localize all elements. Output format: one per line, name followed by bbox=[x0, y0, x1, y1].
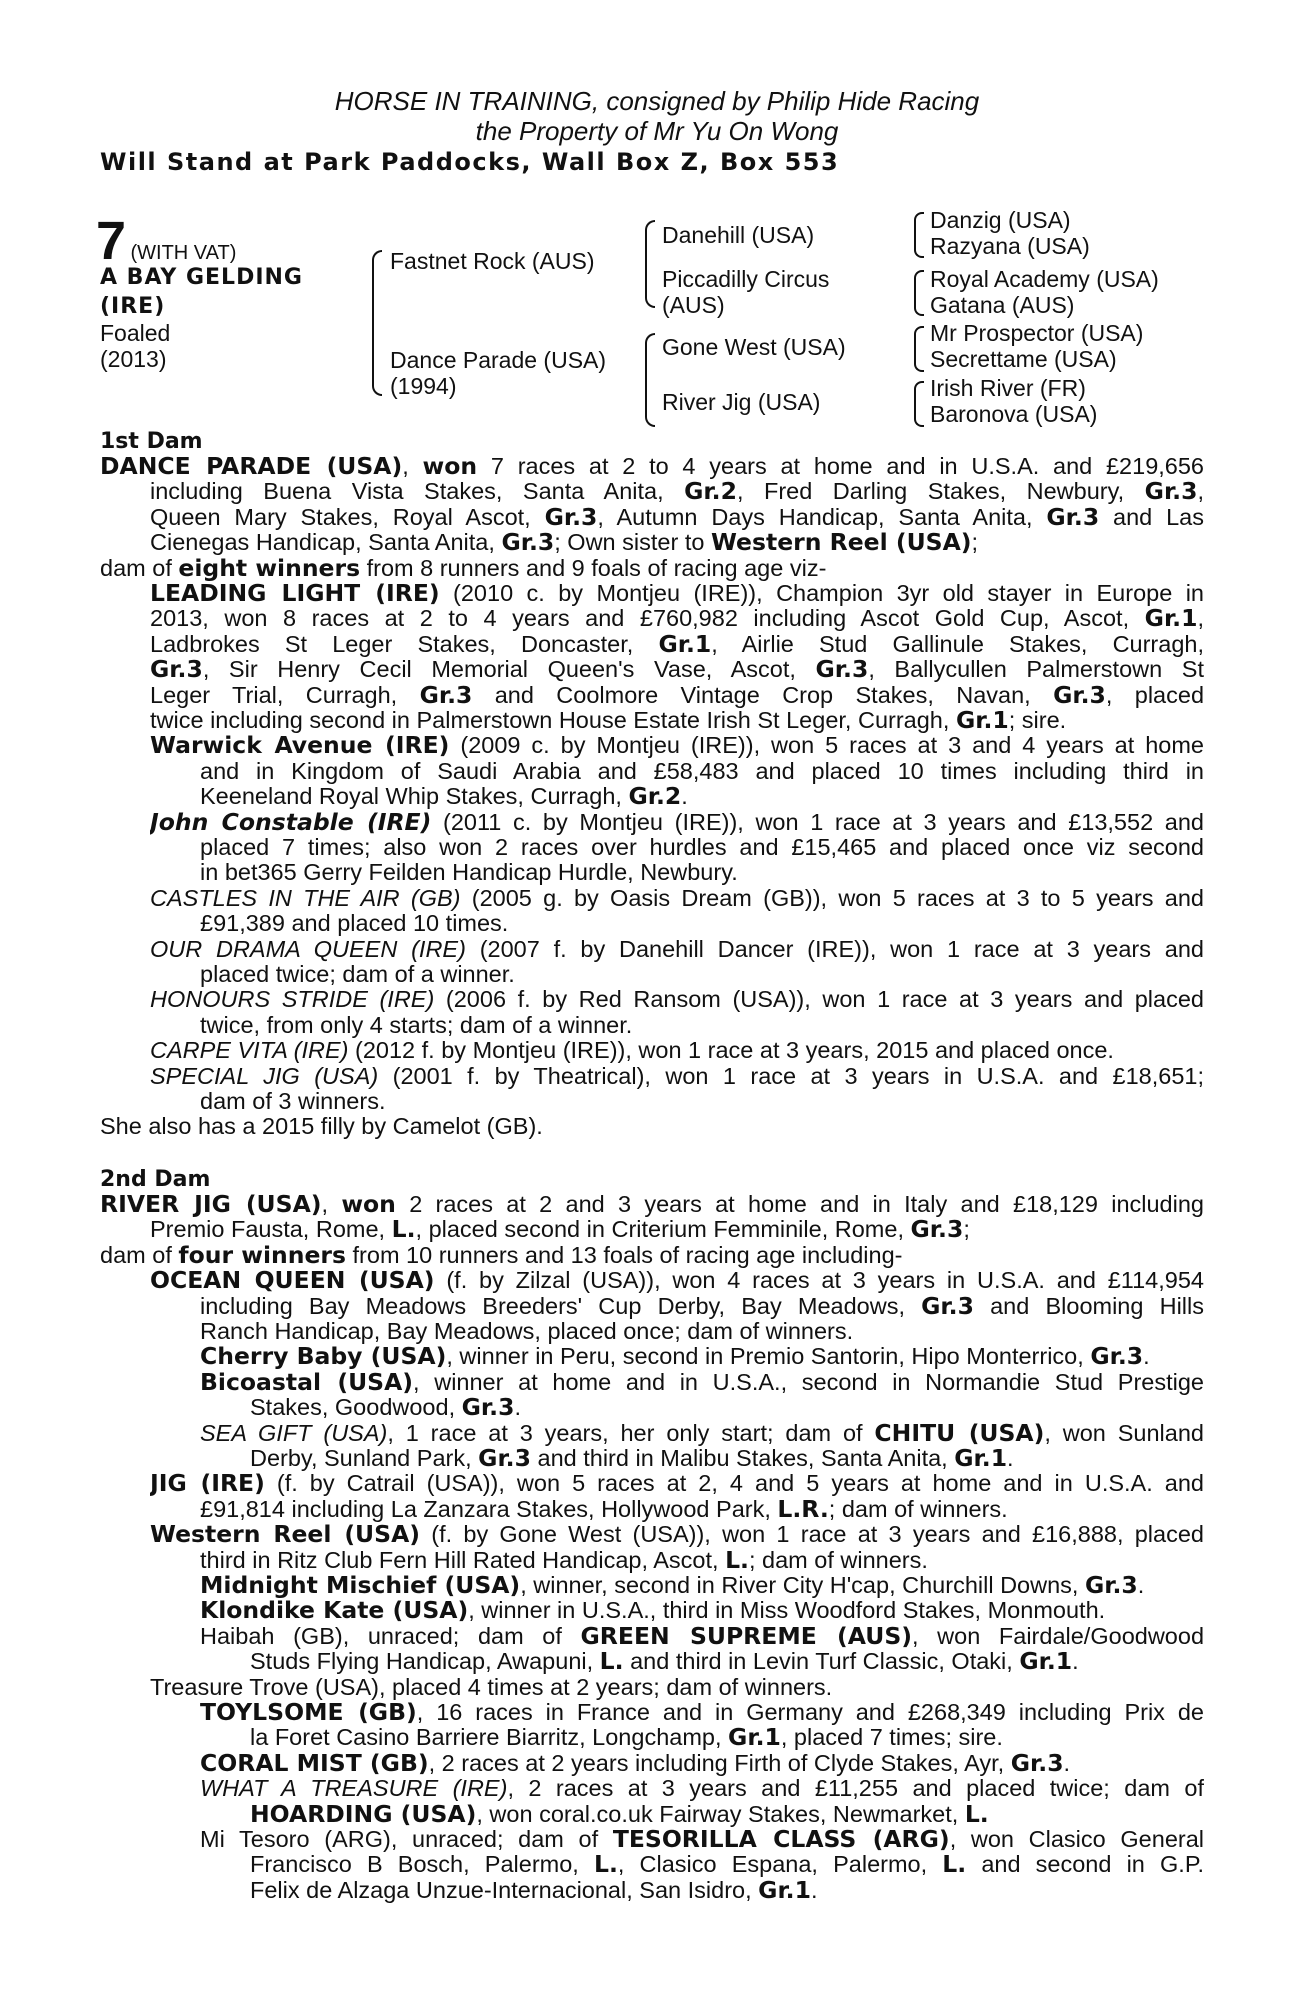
text-segment: Francisco B Bosch, Palermo, bbox=[250, 1852, 594, 1878]
bold-text: Western Reel (USA) bbox=[710, 530, 972, 556]
text-segment: from 8 runners and 9 foals of racing age viz- bbox=[360, 555, 827, 581]
bold-text: won bbox=[422, 454, 478, 480]
text-segment: , Sir Henry Cecil Memorial Queen's Vase, Ascot, bbox=[202, 657, 816, 683]
text-segment: (2010 c. by Montjeu (IRE)), Champion 3yr old stayer in Europe in bbox=[439, 581, 1204, 606]
text-segment: Premio Fausta, Rome, bbox=[150, 1217, 392, 1243]
text-segment: placed 7 times; also won 2 races over hurdles and £15,465 and placed once viz second bbox=[200, 835, 1204, 860]
text-segment: third in Ritz Club Fern Hill Rated Handicap, Ascot, bbox=[200, 1547, 726, 1573]
italic-text: HONOURS STRIDE (IRE) bbox=[150, 987, 435, 1013]
header-consignor: HORSE IN TRAINING, consigned by Philip Hide Racing bbox=[334, 86, 980, 116]
text-segment: and in Kingdom of Saudi Arabia and £58,483 and placed 10 times including third in bbox=[200, 758, 1204, 784]
second-dam-line bbox=[200, 1573, 1204, 1598]
text-segment: (2007 f. by Danehill Dancer (IRE)), won 1 race at 3 years and bbox=[465, 936, 1204, 962]
first-dam-line bbox=[150, 657, 1204, 682]
text-segment: , won Fairdale/Goodwood bbox=[912, 1623, 1204, 1649]
bold-text: Gr.1 bbox=[955, 708, 1009, 734]
pedigree-dam-sire: Gone West (USA) bbox=[662, 334, 846, 360]
pedigree-g3-5: Mr Prospector (USA) bbox=[930, 320, 1144, 346]
bold-text: CHITU (USA) bbox=[874, 1420, 1045, 1446]
bold-text: Gr.3 bbox=[501, 530, 555, 556]
pedigree-brace bbox=[914, 270, 924, 316]
text-segment: (2012 f. by Montjeu (IRE)), won 1 race at 3 years, 2015 and placed once. bbox=[348, 1038, 1114, 1064]
text-segment: from 10 runners and 13 foals of racing age including- bbox=[346, 1242, 903, 1268]
italic-text: SEA GIFT (USA) bbox=[200, 1420, 388, 1446]
lot-number: 7 bbox=[96, 211, 127, 271]
first-dam-line bbox=[150, 632, 1204, 657]
pedigree-g3-7: Irish River (FR) bbox=[930, 375, 1086, 401]
text-segment: Felix de Alzaga Unzue-Internacional, San Isidro, bbox=[250, 1877, 759, 1903]
bold-text: John Constable (IRE) bbox=[150, 809, 432, 835]
second-dam-line bbox=[200, 1827, 1204, 1852]
text-segment: and Las bbox=[1099, 504, 1204, 530]
pedigree-brace bbox=[645, 220, 655, 308]
text-segment: . bbox=[1007, 1446, 1014, 1471]
bold-text: Gr.3 bbox=[1144, 479, 1198, 505]
text-segment: Stakes, Goodwood, bbox=[250, 1395, 462, 1421]
bold-text: Gr.3 bbox=[921, 1293, 974, 1319]
italic-text: CARPE VITA (IRE) bbox=[150, 1038, 349, 1064]
pedigree-brace bbox=[914, 212, 924, 258]
text-segment: , 2 races at 2 years including Firth of Clyde Stakes, Ayr, bbox=[428, 1750, 1011, 1776]
first-dam-line bbox=[200, 835, 1204, 860]
text-segment: and Blooming Hills bbox=[973, 1293, 1204, 1319]
first-dam-line bbox=[100, 556, 1204, 581]
text-segment: £91,814 including La Zanzara Stakes, Hollywood Park, bbox=[200, 1496, 778, 1522]
text-segment: , Clasico Espana, Palermo, bbox=[617, 1852, 943, 1878]
text-segment: , 1 race at 3 years, her only start; dam of bbox=[387, 1420, 875, 1446]
pedigree-g3-6: Secrettame (USA) bbox=[930, 346, 1117, 372]
text-segment: (2006 f. by Red Ransom (USA)), won 1 race at 3 years and placed bbox=[434, 987, 1204, 1013]
text-segment: , 16 races in France and in Germany and £268,349 including Prix de bbox=[416, 1700, 1204, 1725]
second-dam-line bbox=[200, 1751, 1204, 1776]
text-segment: , Ballycullen Palmerstown St bbox=[868, 657, 1204, 683]
text-segment: ; Own sister to bbox=[554, 530, 711, 556]
text-segment: Haibah (GB), unraced; dam of bbox=[200, 1623, 581, 1649]
text-segment: Keeneland Royal Whip Stakes, Curragh, bbox=[200, 784, 629, 810]
bold-text: Midnight Mischief (USA) bbox=[200, 1573, 521, 1599]
lot-number-block bbox=[96, 211, 237, 271]
first-dam-line bbox=[150, 733, 1204, 758]
bold-text: eight winners bbox=[178, 555, 361, 581]
bold-text: Warwick Avenue (IRE) bbox=[150, 733, 450, 759]
second-dam-line bbox=[200, 1548, 1204, 1573]
first-dam-line bbox=[200, 784, 1204, 809]
bold-text: Gr.1 bbox=[728, 1725, 781, 1751]
bold-text: DANCE PARADE (USA) bbox=[100, 454, 403, 480]
text-segment: and third in Levin Turf Classic, Otaki, bbox=[623, 1649, 1020, 1675]
text-segment: (f. by Gone West (USA)), won 1 race at 3 years and £16,888, placed bbox=[420, 1522, 1204, 1548]
second-dam-line bbox=[150, 1471, 1204, 1496]
bold-text: L. bbox=[391, 1217, 416, 1243]
text-segment: . bbox=[1143, 1344, 1150, 1370]
text-segment: , bbox=[402, 454, 423, 479]
text-segment: Studs Flying Handicap, Awapuni, bbox=[250, 1649, 600, 1675]
text-segment: twice including second in Palmerstown House Estate Irish St Leger, Curragh, bbox=[150, 708, 956, 733]
first-dam-line bbox=[100, 1114, 1204, 1139]
vat-note: (WITH VAT) bbox=[130, 242, 237, 264]
second-dam-line bbox=[150, 1522, 1204, 1547]
bold-text: Bicoastal (USA) bbox=[200, 1369, 414, 1396]
second-dam-line bbox=[250, 1878, 1204, 1903]
pedigree-brace bbox=[372, 250, 382, 396]
header-location: Will Stand at Park Paddocks, Wall Box Z, Box 553 bbox=[100, 148, 840, 176]
text-segment: 2 races at 2 and 3 years at home and in Italy and £18,129 including bbox=[395, 1192, 1204, 1217]
first-dam-line bbox=[200, 759, 1204, 784]
italic-text: WHAT A TREASURE (IRE) bbox=[200, 1776, 508, 1802]
text-segment: . bbox=[681, 784, 688, 810]
bold-text: L. bbox=[942, 1852, 967, 1878]
first-dam-line bbox=[150, 886, 1204, 911]
italic-text: OUR DRAMA QUEEN (IRE) bbox=[150, 936, 466, 962]
text-segment: Derby, Sunland Park, bbox=[250, 1446, 479, 1471]
first-dam-line bbox=[150, 606, 1204, 631]
text-segment: ; dam of winners. bbox=[828, 1496, 1008, 1522]
second-dam-line bbox=[100, 1192, 1204, 1217]
bold-text: TOYLSOME (GB) bbox=[200, 1700, 417, 1726]
text-segment: £91,389 and placed 10 times. bbox=[200, 911, 509, 937]
pedigree-dam-dam: River Jig (USA) bbox=[662, 389, 821, 415]
text-segment: ; bbox=[971, 530, 979, 556]
second-dam-line bbox=[200, 1344, 1204, 1369]
italic-text: SPECIAL JIG (USA) bbox=[150, 1063, 379, 1089]
horse-description: A BAY GELDING bbox=[100, 265, 303, 290]
text-segment: , bbox=[321, 1192, 342, 1217]
first-dam-line bbox=[150, 479, 1204, 504]
second-dam-line bbox=[200, 1700, 1204, 1725]
text-segment: in bet365 Gerry Feilden Handicap Hurdle, Newbury. bbox=[200, 860, 738, 886]
first-dam-line bbox=[150, 937, 1204, 962]
bold-text: Gr.3 bbox=[910, 1217, 964, 1243]
bold-text: Gr.1 bbox=[1144, 606, 1198, 632]
second-dam-line bbox=[250, 1446, 1204, 1471]
first-dam-line bbox=[200, 1013, 1204, 1038]
text-segment: (2011 c. by Montjeu (IRE)), won 1 race at 3 years and £13,552 and bbox=[431, 809, 1204, 835]
bold-text: Gr.2 bbox=[684, 479, 737, 505]
text-segment: . bbox=[514, 1395, 521, 1421]
first-dam-line bbox=[100, 454, 1204, 479]
text-segment: and Coolmore Vintage Crop Stakes, Navan, bbox=[472, 682, 1054, 708]
bold-text: Gr.1 bbox=[954, 1446, 1008, 1472]
text-segment: , 2 races at 3 years and £11,255 and placed twice; dam of bbox=[507, 1776, 1204, 1802]
second-dam-line bbox=[250, 1649, 1204, 1674]
bold-text: won bbox=[341, 1192, 396, 1218]
bold-text: Gr.3 bbox=[461, 1395, 515, 1421]
bold-text: HOARDING (USA) bbox=[250, 1801, 477, 1827]
bold-text: Gr.1 bbox=[658, 631, 712, 658]
text-segment: dam of 3 winners. bbox=[200, 1089, 386, 1114]
text-segment: . bbox=[1072, 1649, 1079, 1675]
first-dam-line bbox=[150, 1064, 1204, 1089]
bold-text: L. bbox=[725, 1547, 749, 1573]
first-dam-line bbox=[200, 1089, 1204, 1114]
text-segment: , placed bbox=[1105, 682, 1204, 708]
second-dam-line bbox=[250, 1395, 1204, 1420]
horse-origin: (IRE) bbox=[100, 294, 166, 319]
text-segment: Mi Tesoro (ARG), unraced; dam of bbox=[200, 1827, 613, 1852]
text-segment: la Foret Casino Barriere Biarritz, Longchamp, bbox=[250, 1725, 729, 1751]
bold-text: Gr.3 bbox=[544, 504, 598, 531]
text-segment: Queen Mary Stakes, Royal Ascot, bbox=[150, 504, 545, 530]
pedigree-g3-4: Gatana (AUS) bbox=[930, 292, 1075, 318]
text-segment: . bbox=[1063, 1750, 1071, 1776]
text-segment: , placed second in Criterium Femminile, Rome, bbox=[415, 1217, 911, 1243]
second-dam-line bbox=[200, 1421, 1204, 1446]
bold-text: Gr.3 bbox=[815, 657, 869, 683]
second-dam-line bbox=[250, 1725, 1204, 1750]
text-segment: Treasure Trove (USA), placed 4 times at 2 years; dam of winners. bbox=[150, 1674, 833, 1700]
second-dam-line bbox=[100, 1243, 1204, 1268]
bold-text: Gr.3 bbox=[150, 657, 203, 683]
bold-text: Gr.3 bbox=[419, 682, 473, 708]
bold-text: Cherry Baby (USA) bbox=[200, 1344, 447, 1370]
text-segment: placed twice; dam of a winner. bbox=[200, 962, 515, 987]
bold-text: Gr.3 bbox=[1090, 1344, 1144, 1370]
text-segment: 7 races at 2 to 4 years at home and in U.S.A. and £219,656 bbox=[477, 454, 1204, 479]
second-dam-line bbox=[200, 1624, 1204, 1649]
text-segment: including Bay Meadows Breeders' Cup Derby, Bay Meadows, bbox=[200, 1293, 922, 1319]
first-dam-line bbox=[150, 530, 1204, 555]
text-segment: , bbox=[1197, 479, 1204, 505]
bold-text: Gr.1 bbox=[758, 1877, 811, 1904]
bold-text: OCEAN QUEEN (USA) bbox=[150, 1268, 435, 1294]
text-segment: . bbox=[810, 1877, 818, 1903]
pedigree-dam-year: (1994) bbox=[390, 373, 457, 399]
bold-text: Gr.3 bbox=[1084, 1573, 1138, 1599]
bold-text: L. bbox=[599, 1649, 624, 1675]
bold-text: TESORILLA CLASS (ARG) bbox=[612, 1827, 950, 1853]
text-segment: , Fred Darling Stakes, Newbury, bbox=[736, 479, 1145, 505]
second-dam-line bbox=[200, 1598, 1204, 1623]
pedigree-g3-1: Danzig (USA) bbox=[930, 207, 1071, 233]
bold-text: Gr.3 bbox=[1046, 504, 1100, 531]
first-dam-line bbox=[150, 581, 1204, 606]
bold-text: L.R. bbox=[777, 1496, 829, 1523]
first-dam-line bbox=[150, 1038, 1204, 1063]
text-segment: Ranch Handicap, Bay Meadows, placed once; dam of winners. bbox=[200, 1319, 854, 1344]
text-segment: twice, from only 4 starts; dam of a winner. bbox=[200, 1012, 633, 1038]
text-segment: (f. by Catrail (USA)), won 5 races at 2, 4 and 5 years at home and in U.S.A. and bbox=[264, 1471, 1204, 1497]
first-dam-line bbox=[150, 987, 1204, 1012]
bold-text: CORAL MIST (GB) bbox=[200, 1750, 429, 1777]
header-property: the Property of Mr Yu On Wong bbox=[475, 116, 839, 146]
text-segment: , winner in U.S.A., third in Miss Woodford Stakes, Monmouth. bbox=[468, 1598, 1106, 1624]
text-segment: (2009 c. by Montjeu (IRE)), won 5 races at 3 and 4 years at home bbox=[449, 733, 1204, 759]
text-segment: , winner, second in River City H'cap, Churchill Downs, bbox=[520, 1573, 1085, 1598]
bold-text: Western Reel (USA) bbox=[150, 1522, 420, 1548]
second-dam-line bbox=[200, 1294, 1204, 1319]
bold-text: four winners bbox=[178, 1242, 346, 1269]
first-dam-line bbox=[150, 708, 1204, 733]
first-dam-line bbox=[150, 505, 1204, 530]
bold-text: L. bbox=[964, 1801, 989, 1827]
bold-text: Gr.3 bbox=[1010, 1750, 1064, 1777]
first-dam-line bbox=[200, 962, 1204, 987]
text-segment: , winner in Peru, second in Premio Santorin, Hipo Monterrico, bbox=[446, 1344, 1091, 1370]
pedigree-g3-2: Razyana (USA) bbox=[930, 233, 1090, 259]
second-dam-line bbox=[200, 1319, 1204, 1344]
text-segment: , won coral.co.uk Fairway Stakes, Newmarket, bbox=[476, 1801, 965, 1827]
text-segment: ; bbox=[963, 1217, 970, 1243]
text-segment: , Airlie Stud Gallinule Stakes, Curragh, bbox=[711, 631, 1204, 657]
pedigree-brace bbox=[914, 381, 924, 427]
second-dam-line bbox=[200, 1370, 1204, 1395]
text-segment: Cienegas Handicap, Santa Anita, bbox=[150, 530, 502, 556]
bold-text: Gr.3 bbox=[1053, 682, 1106, 708]
text-segment: Ladbrokes St Leger Stakes, Doncaster, bbox=[150, 631, 659, 657]
bold-text: RIVER JIG (USA) bbox=[100, 1192, 322, 1218]
bold-text: JIG (IRE) bbox=[150, 1471, 265, 1497]
text-segment: Leger Trial, Curragh, bbox=[150, 682, 420, 708]
second-dam-line bbox=[150, 1217, 1204, 1242]
bold-text: Gr.3 bbox=[478, 1446, 531, 1472]
text-segment: . bbox=[1137, 1573, 1145, 1598]
text-segment: and third in Malibu Stakes, Santa Anita, bbox=[530, 1446, 955, 1471]
second-dam-line bbox=[250, 1852, 1204, 1877]
pedigree-dam: Dance Parade (USA) bbox=[390, 347, 607, 373]
text-segment: , won Sunland bbox=[1044, 1420, 1204, 1446]
text-segment: , placed 7 times; sire. bbox=[780, 1725, 1003, 1751]
first-dam-line bbox=[150, 683, 1204, 708]
text-segment: dam of bbox=[100, 555, 179, 581]
foaled-year: (2013) bbox=[100, 346, 167, 372]
bold-text: Gr.1 bbox=[1019, 1649, 1073, 1675]
pedigree-brace bbox=[914, 326, 924, 372]
pedigree-brace bbox=[645, 333, 655, 427]
first-dam-line bbox=[200, 860, 1204, 885]
bold-text: LEADING LIGHT (IRE) bbox=[150, 581, 440, 607]
pedigree-g3-3: Royal Academy (USA) bbox=[930, 266, 1159, 292]
second-dam-heading: 2nd Dam bbox=[100, 1167, 211, 1192]
bold-text: Klondike Kate (USA) bbox=[200, 1598, 469, 1624]
text-segment: , won Clasico General bbox=[949, 1827, 1204, 1852]
first-dam-heading: 1st Dam bbox=[100, 429, 203, 454]
second-dam-line bbox=[150, 1675, 1204, 1700]
text-segment: (f. by Zilzal (USA)), won 4 races at 3 years in U.S.A. and £114,954 bbox=[434, 1268, 1204, 1294]
second-dam-line bbox=[200, 1776, 1204, 1801]
text-segment: , bbox=[1197, 606, 1204, 632]
pedigree-sire-dam: Piccadilly Circus bbox=[662, 266, 830, 292]
second-dam-line bbox=[250, 1802, 1204, 1827]
text-segment: 2013, won 8 races at 2 to 4 years and £760,982 including Ascot Gold Cup, Ascot, bbox=[150, 606, 1145, 632]
pedigree-g3-8: Baronova (USA) bbox=[930, 401, 1098, 427]
bold-text: Gr.2 bbox=[628, 784, 682, 810]
text-segment: , Autumn Days Handicap, Santa Anita, bbox=[597, 504, 1047, 530]
first-dam-line bbox=[200, 911, 1204, 936]
second-dam-line bbox=[150, 1268, 1204, 1293]
pedigree-sire-sire: Danehill (USA) bbox=[662, 222, 815, 248]
second-dam-line bbox=[200, 1497, 1204, 1522]
text-segment: , winner at home and in U.S.A., second in Normandie Stud Prestige bbox=[413, 1369, 1204, 1395]
text-segment: including Buena Vista Stakes, Santa Anita, bbox=[150, 479, 685, 505]
first-dam-line bbox=[150, 810, 1204, 835]
pedigree-sire: Fastnet Rock (AUS) bbox=[390, 248, 595, 274]
foaled-label: Foaled bbox=[100, 320, 171, 346]
bold-text: L. bbox=[593, 1852, 618, 1878]
text-segment: and second in G.P. bbox=[966, 1852, 1204, 1878]
text-segment: (2001 f. by Theatrical), won 1 race at 3 years in U.S.A. and £18,651; bbox=[378, 1063, 1204, 1089]
text-segment: (2005 g. by Oasis Dream (GB)), won 5 races at 3 to 5 years and bbox=[460, 885, 1204, 911]
text-segment: ; sire. bbox=[1008, 708, 1067, 733]
italic-text: CASTLES IN THE AIR (GB) bbox=[150, 885, 461, 911]
text-segment: ; dam of winners. bbox=[748, 1547, 928, 1573]
bold-text: GREEN SUPREME (AUS) bbox=[580, 1623, 913, 1650]
pedigree-sire-dam-country: (AUS) bbox=[662, 292, 725, 318]
text-segment: dam of bbox=[100, 1242, 179, 1268]
text-segment: She also has a 2015 filly by Camelot (GB). bbox=[100, 1114, 543, 1140]
